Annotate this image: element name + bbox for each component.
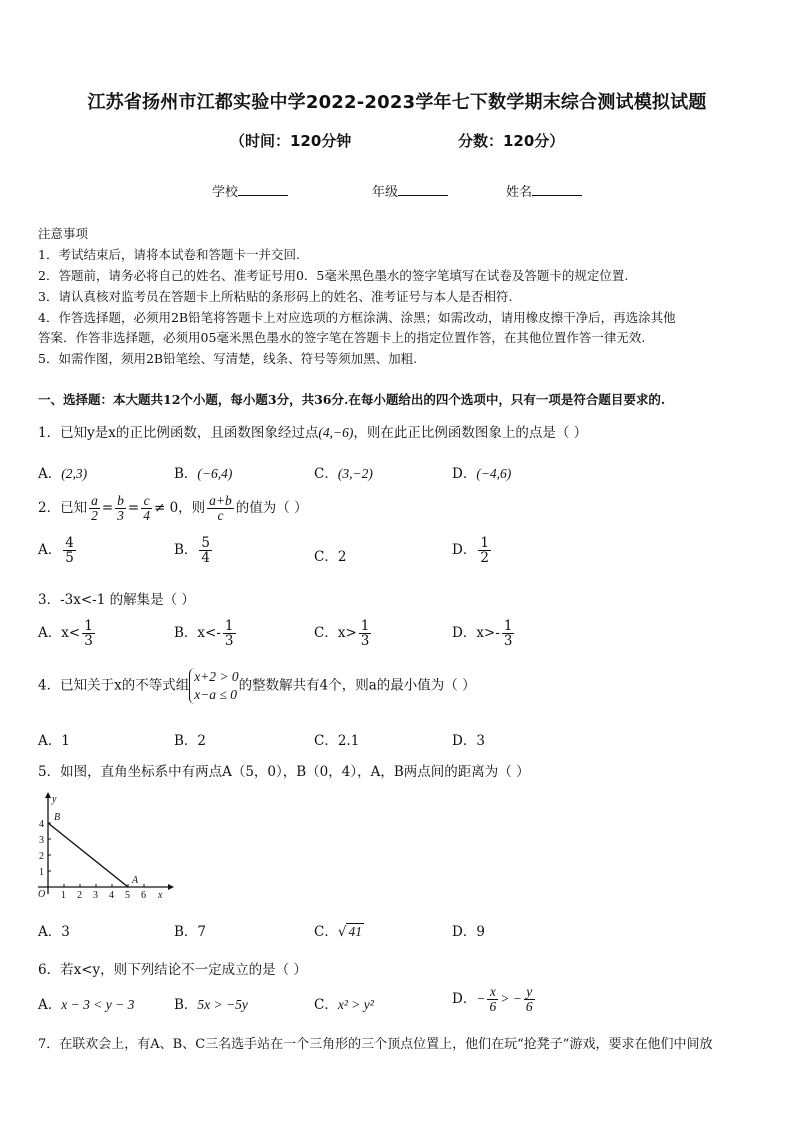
x-axis-arrow-icon [168,884,174,890]
frac-a-2: $\frac{a}{2}$ [91,493,98,524]
y-tick-label: 3 [39,835,44,846]
q1-point: (4,−6) [318,425,354,440]
q4-stem: 4．已知关于x的不等式组 [38,677,190,694]
q1-option-c[interactable]: C．(3,−2) [314,466,373,482]
y-tick-label: 4 [39,819,44,830]
question-7: 7．在联欢会上，有A、B、C三名选手站在一个三角形的三个顶点位置上，他们在玩“抢凳子”游戏，要求在他们中间放 [38,1037,713,1052]
q3-option-b[interactable]: B．x<- $\frac{1}{3}$ [174,618,234,650]
frac-ab-c: $\frac{a+b}{c}$ [209,493,232,524]
section-heading: 一、选择题：本大题共12个小题，每小题3分，共36分.在每小题给出的四个选项中，只有一项是符合题目要求的. [38,392,666,407]
q1-option-b[interactable]: B．(−6,4) [174,466,233,482]
note-item: 3．请认真核对监考员在答题卡上所粘贴的条形码上的姓名、准考证号与本人是否相符. [38,289,513,304]
exam-score: 分数：120分） [458,132,565,150]
q4-option-d[interactable]: D．3 [452,733,485,749]
q4-option-a[interactable]: A．1 [38,733,70,749]
x-tick-label: 4 [109,890,114,900]
name-field [506,181,582,200]
frac-c-4: $\frac{c}{4}$ [143,493,150,524]
grade-label: 年级 [372,185,399,200]
note-item: 2．答题前，请务必将自己的姓名、准考证号用0．5毫米黑色墨水的签字笔填写在试卷及答题卡的规定位置. [38,268,629,283]
note-item: 5．如需作图，须用2B铅笔绘、写清楚，线条、符号等须加黑、加粗. [38,351,418,366]
q2-stem-end: 的值为（ ） [235,500,308,517]
q6-option-a[interactable]: A．x − 3 < y − 3 [38,997,135,1013]
q3-option-d[interactable]: D．x>- $\frac{1}{3}$ [452,618,513,650]
name-label: 姓名 [506,185,533,200]
school-blank[interactable] [238,183,288,196]
x-tick-label: 2 [77,890,82,900]
note-item: 答案．作答非选择题，必须用05毫米黑色墨水的签字笔在答题卡上的指定位置作答，在其他位置作答一律无效. [38,330,646,345]
x-tick-label: 3 [93,890,98,900]
q5-option-c[interactable]: C．√ 41 [314,924,362,940]
q1-stem-end: ，则在此正比例函数图象上的点是（ ） [353,425,588,441]
question-6: 6．若x<y，则下列结论不一定成立的是（ ） [38,962,307,978]
note-item: 4．作答选择题，必须用2B铅笔将答题卡上对应选项的方框涂满、涂黑；如需改动，请用橡皮擦干净后，再选涂其他 [38,310,676,325]
question-1 [38,421,587,441]
q4-stem-end: 的整数解共有4个，则a的最小值为（ ） [238,677,476,694]
coordinate-graph [28,790,178,900]
segment-ab [48,823,128,887]
q5-option-d[interactable]: D．9 [452,924,485,940]
neq-zero: ≠ 0 [153,500,179,517]
inequality-system: x+2 > 0 x−a ≤ 0 [189,668,238,704]
sqrt-icon: √ [337,924,347,940]
q1-option-a[interactable]: A．(2,3) [38,466,88,482]
q5-option-b[interactable]: B．7 [174,924,207,940]
q4-option-c[interactable]: C．2.1 [314,733,360,749]
notes-heading: 注意事项 [38,226,89,241]
y-tick-label: 1 [39,867,44,878]
y-axis-arrow-icon [45,792,51,798]
point-b-label: B [54,812,61,823]
exam-title: 江苏省扬州市江都实验中学2022-2023学年七下数学期末综合测试模拟试题 [87,92,707,113]
name-blank[interactable] [532,183,582,196]
q2-stem: 2．已知 [38,500,88,517]
school-label: 学校 [212,185,239,200]
q1-stem: 1．已知y是x的正比例函数，且函数图象经过点 [38,425,319,441]
q2-option-d[interactable]: D． $\frac{1}{2}$ [452,535,489,567]
x-tick-label: 1 [61,890,66,900]
q5-option-a[interactable]: A．3 [38,924,70,940]
note-item: 1．考试结束后，请将本试卷和答题卡一并交回. [38,247,300,262]
point-a-label: A [132,875,139,886]
school-field [212,181,288,200]
q3-option-c[interactable]: C．x> $\frac{1}{3}$ [314,618,370,650]
exam-time: （时间：120分钟 [230,132,352,150]
equals: = [127,500,140,517]
q2-option-b[interactable]: B． $\frac{5}{4}$ [174,535,211,567]
x-tick-label: 5 [125,890,130,900]
question-2 [38,494,308,523]
frac-b-3: $\frac{b}{3}$ [117,493,124,524]
x-tick-label: 6 [141,890,146,900]
question-4 [38,668,476,704]
question-3: 3．-3x<-1 的解集是（ ） [38,592,195,608]
grade-field [372,181,448,200]
x-axis-label: x [158,890,163,900]
comma-then: ，则 [178,500,206,517]
q6-option-c[interactable]: C．x² > y² [314,997,374,1013]
q6-option-b[interactable]: B．5x > −5y [174,997,248,1013]
grade-blank[interactable] [398,183,448,196]
y-tick-label: 2 [39,851,44,862]
question-5: 5．如图，直角坐标系中有两点A（5，0），B（0，4），A，B两点间的距离为（ ） [38,764,530,780]
origin-label: O [38,889,46,900]
q4-option-b[interactable]: B．2 [174,733,207,749]
q2-option-a[interactable]: A． $\frac{4}{5}$ [38,535,74,567]
q2-option-c[interactable]: C．2 [314,549,347,565]
q6-option-d[interactable]: D．− $\frac{x}{6}$ > − $\frac{y}{6}$ [452,984,533,1015]
equals: = [101,500,114,517]
q1-option-d[interactable]: D．(−4,6) [452,466,512,482]
q3-option-a[interactable]: A．x< $\frac{1}{3}$ [38,618,93,650]
y-axis-label: y [52,794,57,805]
